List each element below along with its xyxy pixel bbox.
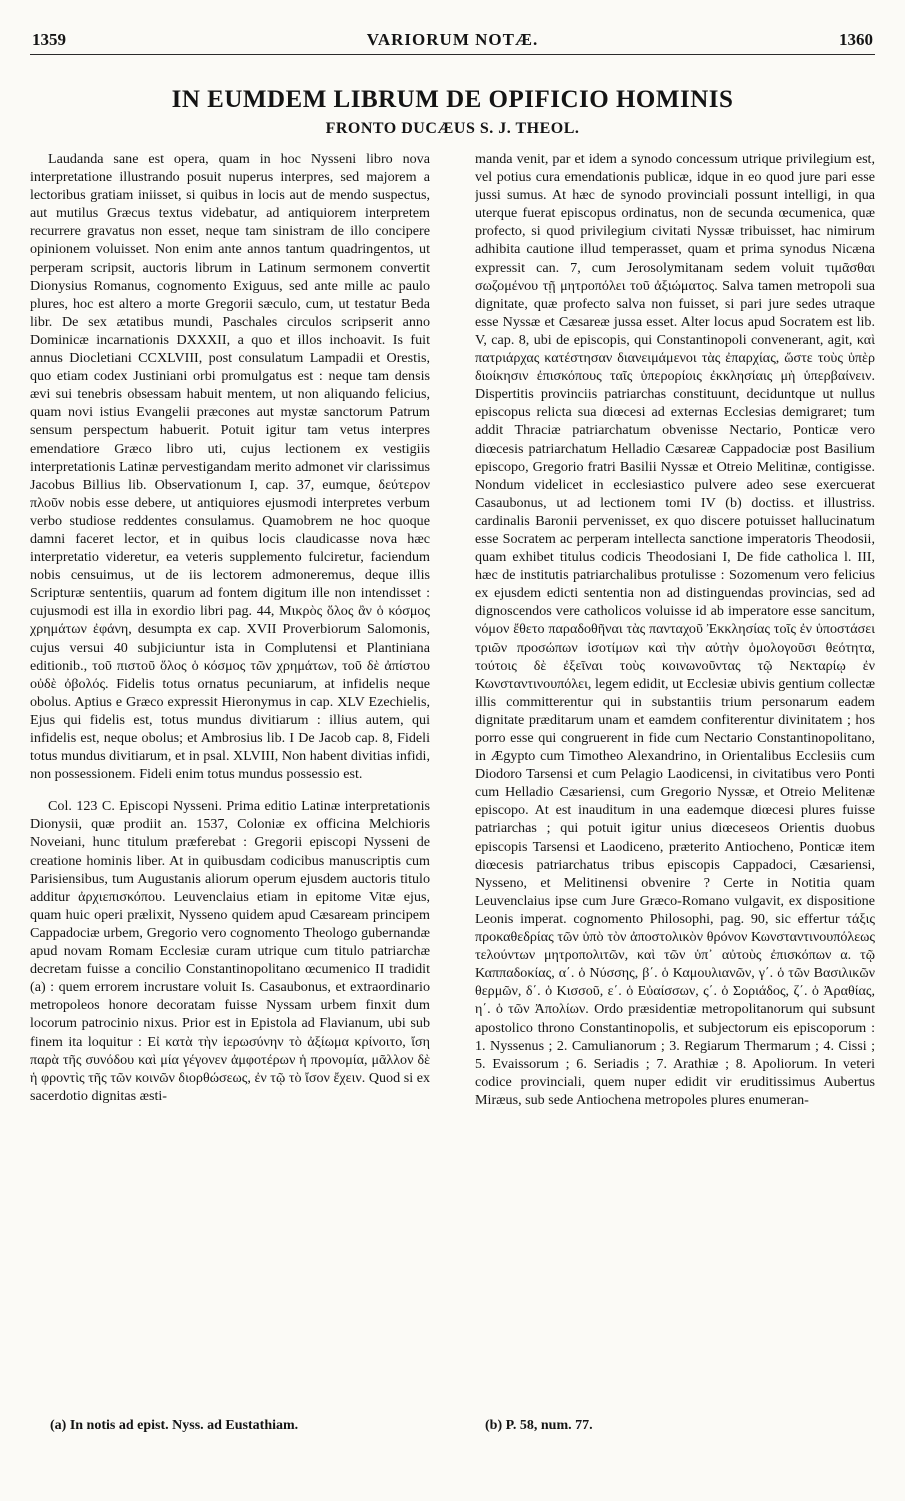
right-column (475, 150, 875, 1400)
page-number-left: 1359 (32, 30, 66, 49)
paragraph: Col. 123 C. Episcopi Nysseni. Prima editio Latinæ interpretationis Dionysii, quæ prodiit an. 1537, Coloniæ ex officina Melchioris Noveiani, hunc titulum præferebat : Gregorii episcopi Nysseni de creatione hominis liber. At in quibusdam codicibus manuscriptis cum Parisiensibus, tum Augustanis aliorum operum ejusdem auctoris titulo additur ἀρχιεπισκόπου. Leuvenclaius etiam in epitome Vitæ ejus, quam huic operi prælixit, Nysseno quidem apud Cæsaream principem Cappadociæ urbem, Gregorio vero cognomento Theologo gubernandæ apud novam Romam Ecclesiæ curam utrique cum titulo patriarchæ decretam fuisse a concilio Constantinopolitano œcumenico II tradidit (a) : quem errorem incrustare voluit Is. Casaubonus, et extraordinario metropoleos honore decoratam fuisse Nyssam urbem finxit dum locorum patrocinio nixus. Prior est in Epistola ad Flavianum, ubi sub finem ita loquitur : Εἰ κατὰ τὴν ἱερωσύνην τὸ ἀξίωμα κρίνοιτο, ἴση παρὰ τῆς συνόδου καὶ μία γέγονεν ἀμφοτέρων ἡ προνομία, μᾶλλον δὲ ἡ φροντὶς τῆς τῶν κοινῶν διορθώσεως, ἐν τῷ τὸ ἴσον ἔχειν. Quod si ex sacerdotio dignitas æsti- (30, 798, 430, 1104)
paragraph: manda venit, par et idem a synodo concessum utrique privilegium est, vel potius cura emendationis publicæ, idque in eo quod jure pari esse jussi sumus. At hæc de synodo provinciali possunt intelligi, in qua uterque fuerat episcopus ordinatus, non de secunda œcumenica, quæ profecto, si quod privilegium civitati Nyssæ tribuisset, hac nimirum adhibita cautione illud temperasset, quam et prima synodus Nicæna expressit can. 7, cum Jerosolymitanam sedem voluit τιμᾶσθαι σωζομένου τῇ μητροπόλει τοῦ ἀξιώματος. Salva tamen metropoli sua dignitate, quæ profecto salva non fuisset, si pari jure sedes utraque esse Nyssæ et Cæsareæ jussa esset. Alter locus apud Socratem est lib. V, cap. 8, ubi de episcopis, qui Constantinopoli convenerant, agit, καὶ πατριάρχας κατέστησαν διανειμάμενοι τὰς ἐπαρχίας, ὥστε τοὺς ὑπὲρ διοίκησιν ἐπισκόπους ταῖς ὑπερορίοις ἐκκλησίαις μὴ ὑπερβαίνειν. Dispertitis provinciis patriarchas constituunt, deciduntque ut nullus episcopus relicta sua diœcesi ad externas Ecclesias demigraret; tum addit Thraciæ patriarchatum obvenisse Nectario, Ponticæ vero diœcesis patriarchatum Helladio Cæsareæ Cappadociæ post Basilium episcopo, Gregorio fratri Basilii Nyssæ et Otreio Melitinæ, contigisse. Nondum videlicet in ecclesiastico pulvere adeo sese exercuerat Casaubonus, ut ad lectionem tomi IV (b) doctiss. et illustriss. cardinalis Baronii pervenisset, ex quo discere potuisset hallucinatum esse Socratem ac perperam intellecta sanctione imperatoris Theodosii, quam exhibet titulus codicis Theodosiani I, De fide catholica l. III, hæc de institutis patriarchalibus protulisse : Sozomenum vero felicius ex ejusdem edicti sententia non ad distinguendas provincias, sed ad dignoscendos vere catholicos voluisse id ab imperatore esse sancitum, νόμον ἔθετο παραδοθῆναι τὰς πανταχοῦ Ἐκκλησίας τοῖς ἐν ὑποστάσει τριῶν προσώπων ἰσοτίμων καὶ τὴν αὐτὴν ὁμολογοῦσι θεότητα, τούτοις δὲ ἐξεῖναι τοὺς κοινωνοῦντας τῷ Νεκταρίῳ ἐν Κωνσταντινουπόλει, legem edidit, ut Ecclesiæ ubivis gentium collectæ illis committerentur qui in substantiis trium personarum eadem dignitate præditarum unam et eamdem confiterentur divinitatem ; hos porro esse qui congruerent in fide cum Nectario Constantinopolitano, in Ægypto cum Timotheo Alexandrino, in Orientalibus Ecclesiis cum Diodoro Tarsensi et cum Pelagio Laodicensi, in civitatibus vero Ponti cum Helladio Cæsariensi, cum Gregorio Nyssæ, et Otreio Melitenæ episcopo. At est inauditum in una eademque diœcesi plures fuisse patriarchas ; qui potuit igitur unius diœceseos Orientis duobus episcopis Tarsensi et Laodiceno, præterito Antiocheno, Ponticæ item diœcesis patriarchatus tribus episcopis Cappadoci, Cæsariensi, Nysseno, et Melitinensi obvenire ? Certe in Notitia quam Leuvenclaius ipse cum Jure Græco-Romano vulgavit, ex dispositione Leonis imperat. cognomento Philosophi, pag. 90, sic effertur τάξις προκαθεδρίας τῶν ὑπὸ τὸν ἀποστολικὸν θρόνον Κωνσταντινουπόλεως τελούντων μητροπολιτῶν, καὶ τῶν ὑπ᾽ αὐτοὺς ἐπισκόπων α. τῷ Καππαδοκίας, α΄. ὁ Νύσσης, β΄. ὁ Καμουλιανῶν, γ΄. ὁ τῶν Βασιλικῶν θερμῶν, δ΄. ὁ Κισσοῦ, ε΄. ὁ Εὐαίσσων, ς΄. ὁ Σοριάδος, ζ΄. ὁ Ἀραθίας, η΄. ὁ τῶν Ἀπολίων. Ordo præsidentiæ metropolitanorum qui subsunt apostolico throno Constantinopolis, et subjectorum eis episcoporum : 1. Nyssenus ; 2. Camulianorum ; 3. Regiarum Thermarum ; 4. Cissi ; 5. Evaissorum ; 6. Seriadis ; 7. Arathiæ ; 8. Apoliorum. In veteri codice provinciali, quem nuper edidit vir eruditissimus Aubertus Miræus, sub sede Antiochena metropoles plures enumeran- (475, 151, 875, 1108)
left-column (30, 150, 430, 1400)
footnote-b: (b) P. 58, num. 77. (485, 1418, 593, 1433)
section-author: FRONTO DUCÆUS S. J. THEOL. (325, 120, 580, 137)
running-header (30, 26, 875, 55)
footnote-a: (a) In notis ad epist. Nyss. ad Eustathiam. (50, 1418, 299, 1433)
paragraph: Laudanda sane est opera, quam in hoc Nysseni libro nova interpretatione illustrando posuit nuperus interpres, sed majorem a lectoribus gratiam iniisset, si quibus in locis aut de mendo suspectus, aut mutilus Græcus textus videbatur, ad antiquiorem interpretem recurrere gravatus non esset, neque tam sinistram de illo concipere opinionem voluisset. Non enim ante annos tantum quadringentos, ut perperam scripsit, auctoris librum in Latinum sermonem convertit Dionysius Romanus, cognomento Exiguus, sed ante mille ac paulo plures, hoc est altero a morte Gregorii sæculo, cum, ut testatur Beda libr. De sex ætatibus mundi, Paschales circulos scripserit anno Dominicæ incarnationis DXXXII, a quo et illos inchoavit. Is fuit annus Diocletiani CCXLVIII, post consulatum Lampadii et Orestis, quo etiam codex Justiniani orbi promulgatus est : neque tam densis ævi sui tenebris obsessam habuit mentem, ut non aliquando felicius, quam novi istius Evangelii præcones aut mystæ sanctorum Patrum sensum perspectum habuerit. Potuit igitur tam vetus interpres emendatiore Græco libro uti, cujus lectionem ex vestigiis interpretationis Latinæ pervestigandam merito admonet vir clarissimus Jacobus Billius lib. Observationum I, cap. 37, eumque, δεύτερον πλοῦν nobis esse debere, ut antiquiores ejusmodi interpretes verbum verbo studiose reddentes consulamus. Quamobrem ne hoc quoque damni faceret lector, et in quibus locis claudicasse nova hæc interpretatio videretur, ea veteris supplemento fulciretur, faciendum nobis censuimus, ut de iis lectorem admoneremus, deque illis Scripturæ sententiis, quarum ad fontem digitum ille non intendisset : cujusmodi est illa in exordio libri pag. 44, Μικρὸς ὅλος ἂν ὁ κόσμος χρημάτων ἐφάνη, desumpta ex cap. XVII Proverbiorum Salomonis, cujus versui 40 subjiciuntur ista in Complutensi et Plantiniana editionib., τοῦ πιστοῦ ὅλος ὁ κόσμος τῶν χρημάτων, τοῦ δὲ ἀπίστου οὐδὲ ὀβολός. Fidelis totus ornatus pecuniarum, at infidelis neque obolus. Aptius e Græco expressit Hieronymus in cap. XLV Ezechielis, Ejus qui fidelis est, totus mundus divitiarum : illius autem, qui infidelis est, neque obolus; et Ambrosius lib. I De Jacob cap. 8, Fideli totus mundus divitiarum, et in psal. XLVIII, Non habent divitias infidi, non possessionem. Fideli enim totus mundus possessio est. (30, 151, 430, 783)
running-title: VARIORUM NOTÆ. (366, 30, 539, 49)
page-number-right: 1360 (839, 30, 873, 49)
section-title: IN EUMDEM LIBRUM DE OPIFICIO HOMINIS (171, 86, 734, 113)
